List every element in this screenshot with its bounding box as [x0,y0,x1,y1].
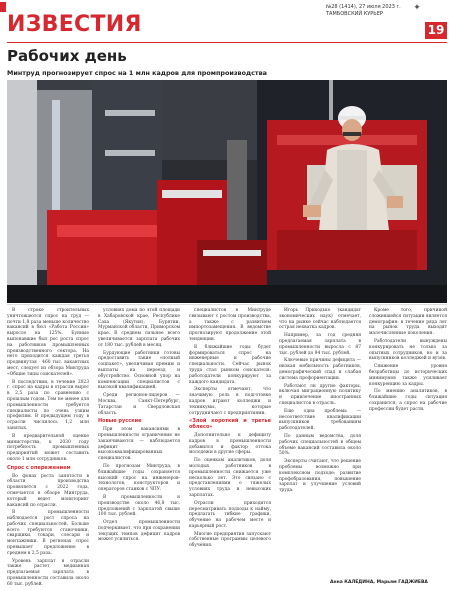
paragraph: Эксперты считают, что решение проблемы возможно при комплексном подходе: развитие профобразования, повышение зарплат и улучшение условий труда. [279,459,361,494]
paragraph: Дополнительно к дефициту кадров в промышленности добавился и фактор оттока молодежи в другие сферы. [189,432,271,456]
paragraph: Во фонах роста занятости в области производства проявляется с 2022 года, отмечается в обзоре Минтруда, который ведет мониторинг вакансий по отрасли. [7,473,89,508]
paragraph: В последствии, в течение 2023 г. спрос на кадры в отрасли вырос в 2,5 раза по сравнению с прошлым годом. Тем не менее для промышленности требуется специалисты по очень узким профилям. В предыдущем году в отрасли числилось 1,2 млн занятых. [7,379,89,431]
section-heading: «Злой короткий и третье облесо» [189,418,271,431]
bird-icon: ✦ [413,3,421,13]
paragraph: По мнению аналитиков, в ближайшие годы ситуация сохранится, а спрос на рабочие профессии будет расти. [369,389,447,412]
newspaper-name: ТАМБОВСКИЙ КУРЬЕР [326,11,383,17]
paragraph: условиях дома по этой площади в Хабаровской крае, Республике Саха (Якутия), Бурятии, Мурманской области, Приморском крае. В среднем сильнее всего увеличивается зарплата рабочих от 180 тыс. рублей в месяц. [98,308,181,348]
article-title: Рабочих день [7,47,127,65]
paragraph: Снижение уровня безработицы до исторических минимумов также усиливает конкуренцию за кадры. [369,364,447,387]
paragraph: Отрасли приходится пересматривать подходы к найму, предлагать гибкие графики, обучение на рабочем месте и карьерный рост. [189,500,271,529]
header-divider [7,42,447,43]
article-column-3 [189,308,271,551]
paragraph: Среди регионов-лидеров — Москва, Санкт-Петербург, Татарстан и Свердловская область. [98,393,180,416]
paragraph: специалистов в Минтруде связывают с ростом производства, а также с развитием импортозамещения. В ведомстве прогнозируют продолжение этой тенденции. [189,308,271,342]
section-heading: Спрос с опережением [7,464,71,471]
paragraph: Бурдующие работники готовы предоставить такие «полный соцпакет», увеличивая премию и выплаты на переезд и обустройство. Основной упор на компенсации специалистов с высокой квалификацией. [98,350,180,391]
issue-info [326,4,416,18]
article-subtitle: Минтруд прогнозирует спрос на 1 млн кадров для промпроизводства [7,69,267,77]
paragraph: При этом вакансиями в промышленности ограничения не заканчиваются — наблюдается дефицит высококвалифицированных специалистов. [98,427,180,462]
paragraph: Еще одна проблема — несоответствие квалификации выпускников требованиям работодателей. [279,408,361,432]
paragraph: В строке строительных уничтожаются спрос на труд — почти 1,8 раза меньше количество вакансий в бюл «Работа России» выросло на 125%. Бунные выпонавшие был рос роста спрос на работников промышленных производственного сектора. На него приходится каждая третья продвинутая · 460 тыс. вакантных мест, следует из обзора Минтруда «Общие типы соискателей». [7,308,89,377]
page-header [0,0,450,42]
article-column-5 [369,308,447,415]
photo-divider [7,304,447,305]
paragraph: По оценкам аналитиков, доля молодых работников в промышленности снижается уже несколько лет. Это связано с представлениями о тяжелых условиях труда и невысоких зарплатах. [189,458,271,498]
paragraph: Уровень зарплат в отрасли также растет, медианная предлагаемая зарплата в промышленности составила около 60 тыс. рублей. [7,558,89,587]
paragraph: Игорь Приходько (кандидат экономических наук) отмечает, что на рынке сейчас наблюдается острая нехватка кадров. [279,308,361,331]
paragraph: Кроме того, причиной сложившейся ситуации является демография: в течение ряда лет на рынок труда выходят малочисленные поколения. [369,308,447,337]
paragraph: Работодатели вынуждены конкурировать не только за опытных сотрудников, но и за выпускников колледжей и вузов. [369,338,447,362]
paragraph: В предварительной оценке министерства, к 2030 году потребность промышленных предприятий может составить около 1 млн сотрудников. [7,433,89,462]
accent-bar [0,2,6,12]
page-number: 19 [425,22,447,39]
paragraph: Многие предприятия запускают собственные программы целевого обучения. [189,531,271,549]
article-column-4 [279,308,361,496]
paragraph: В промышленности наблюдается рост спроса на рабочих специальностей. Больше всего требуются станочники, сварщики, токари, слесари и монтажники. В регионах спрос превышает предложение в среднем в 2,5 раза. [7,510,89,556]
paragraph: В промышленности и производстве около 46,8 тыс. предложений с зарплатой свыше 100 тыс. рублей. [98,494,180,518]
article-author: Анна КАЛЕДИНА, Марьям ГАДЖИЕВА [330,580,428,585]
paragraph: В ближайшие годы будет формироваться спрос на инженерные и рабочие специальности. Сейчас рынок труда стал рынком соискателя: работодатели конкурируют за каждого кандидата. [189,344,271,385]
newspaper-section-title: ИЗВЕСТИЯ [7,12,142,37]
paragraph: Ключевые причины дефицита — низкая мобильность работников, демографический спад и слабая система профориентации. [279,358,361,381]
section-heading: Новые русские [98,418,142,425]
paragraph: Эксперты отмечают, что значимую роль в подготовке кадров играют колледжи и техникумы, которые сотрудничают с предприятиями. [189,387,271,416]
article-photo [7,80,447,303]
issue-number: №28 (1414), 27 июля 2023 г. [326,4,401,10]
paragraph: По прогнозам Минтруда, в ближайшие годы сохраняется высокий спрос на инженеров-технологов, конструкторов и операторов станков с ЧПУ. [98,463,180,493]
paragraph: По данным ведомства, доля рабочих специальностей в общем объеме вакансий составила около 50%. [279,433,361,457]
paragraph: Например, за год средняя предлагаемая зарплата в промышленности выросла с 87 тыс. рублей до 94 тыс. рублей. [279,333,361,356]
paragraph: Отдел промышленности подчеркивает, что при сохранении текущих темпов дефицит кадров может усилиться. [98,520,180,543]
paragraph: Работают ли другие факторы, включая миграционную политику и привлечение иностранных специалистов в отрасль. [279,383,361,406]
article-column-1 [7,308,89,590]
article-column-2 [98,308,180,545]
